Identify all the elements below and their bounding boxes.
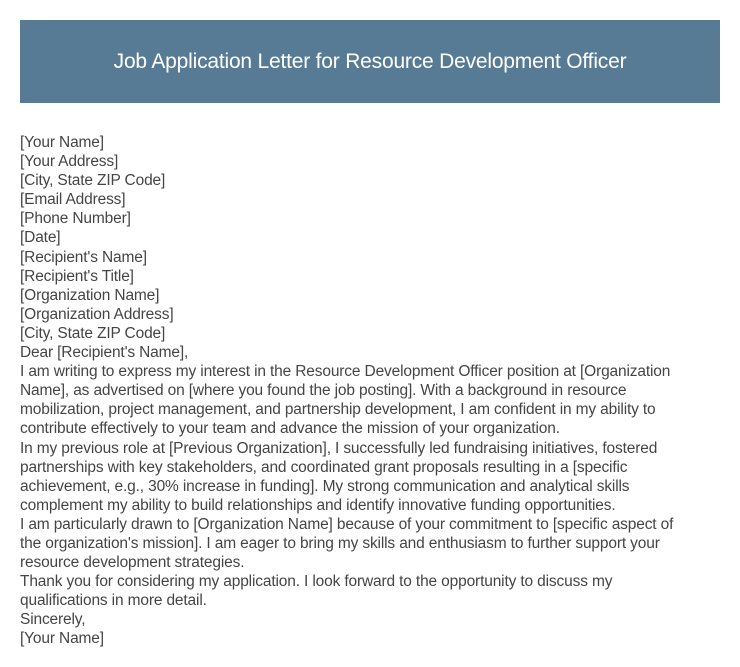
paragraph-line: achievement, e.g., 30% increase in funding]. My strong communication and analytical skills bbox=[20, 477, 630, 495]
paragraph-line: Name], as advertised on [where you found the job posting]. With a background in resource bbox=[20, 382, 627, 400]
recipient-organization-address: [Organization Address] bbox=[20, 305, 174, 323]
salutation: Dear [Recipient's Name], bbox=[20, 344, 189, 362]
paragraph-line: contribute effectively to your team and advance the mission of your organization. bbox=[20, 420, 560, 438]
paragraph-experience bbox=[20, 439, 720, 515]
letter-body bbox=[20, 133, 720, 649]
paragraph-line: partnerships with key stakeholders, and coordinated grant proposals resulting in a [specific bbox=[20, 458, 628, 476]
paragraph-interest bbox=[20, 362, 720, 438]
paragraph-line: qualifications in more detail. bbox=[20, 592, 207, 610]
sender-block bbox=[20, 133, 720, 228]
paragraph-thanks bbox=[20, 572, 720, 610]
signature: [Your Name] bbox=[20, 630, 104, 648]
recipient-title: [Recipient's Title] bbox=[20, 267, 134, 285]
paragraph-line: I am writing to express my interest in the Resource Development Officer position at [Organization bbox=[20, 363, 671, 381]
paragraph-line: resource development strategies. bbox=[20, 554, 245, 572]
paragraph-line: Thank you for considering my application. I look forward to the opportunity to discuss my bbox=[20, 573, 613, 591]
sender-city-state-zip: [City, State ZIP Code] bbox=[20, 172, 166, 190]
recipient-organization: [Organization Name] bbox=[20, 286, 160, 304]
page-title: Job Application Letter for Resource Development Officer bbox=[113, 49, 627, 73]
recipient-block bbox=[20, 248, 720, 343]
paragraph-line: the organization's mission]. I am eager to bring my skills and enthusiasm to further support your bbox=[20, 534, 660, 552]
recipient-name: [Recipient's Name] bbox=[20, 248, 147, 266]
sender-email: [Email Address] bbox=[20, 191, 126, 209]
closing: Sincerely, bbox=[20, 611, 86, 629]
paragraph-line: complement my ability to build relationships and identify innovative funding opportunities. bbox=[20, 496, 616, 514]
paragraph-line: mobilization, project management, and partnership development, I am confident in my ability to bbox=[20, 401, 656, 419]
paragraph-line: I am particularly drawn to [Organization Name] because of your commitment to [specific aspect of bbox=[20, 515, 674, 533]
sender-name: [Your Name] bbox=[20, 134, 104, 151]
recipient-city-state-zip: [City, State ZIP Code] bbox=[20, 324, 166, 342]
letter-date: [Date] bbox=[20, 229, 61, 247]
paragraph-line: In my previous role at [Previous Organization], I successfully led fundraising initiatives, fostered bbox=[20, 439, 658, 457]
paragraph-motivation bbox=[20, 515, 720, 572]
sender-address: [Your Address] bbox=[20, 153, 119, 171]
page-header bbox=[20, 20, 720, 103]
sender-phone: [Phone Number] bbox=[20, 210, 131, 228]
